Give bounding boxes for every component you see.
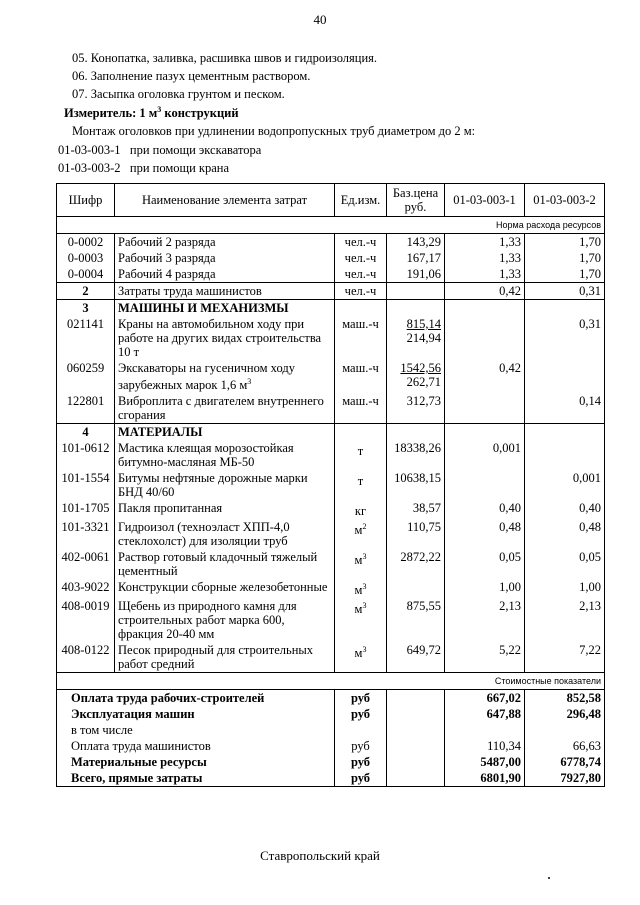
cell-unit: $м^3$ xyxy=(335,549,387,579)
cell-v1: 1,33 xyxy=(445,234,525,251)
summary-row xyxy=(57,770,605,787)
cell-v2: 0,001 xyxy=(525,470,605,500)
cell-name: Гидроизол (техноэласт ХПП-4,0 стеклохолст) для изоляции труб xyxy=(115,519,335,549)
cell-v1: 0,48 xyxy=(445,519,525,549)
cell-unit: $м^3$ xyxy=(335,642,387,673)
summary-v2: 66,63 xyxy=(525,738,605,754)
table-row xyxy=(57,598,605,642)
cell-price: 38,57 xyxy=(387,500,445,519)
cell-unit: чел.-ч xyxy=(335,234,387,251)
cell-code: 0-0002 xyxy=(57,234,115,251)
summary-unit: руб xyxy=(335,754,387,770)
header-col1: 01-03-003-1 xyxy=(445,184,525,217)
cell-v2: 1,70 xyxy=(525,266,605,283)
cell-price: 2872,22 xyxy=(387,549,445,579)
header-unit: Ед.изм. xyxy=(335,184,387,217)
cell-code: 060259 xyxy=(57,360,115,393)
cell-price: 110,75 xyxy=(387,519,445,549)
cell-code: 021141 xyxy=(57,316,115,360)
cell-v2: 2,13 xyxy=(525,598,605,642)
section-code: 4 xyxy=(57,424,115,441)
summary-unit: руб xyxy=(335,706,387,722)
cell-unit: маш.-ч xyxy=(335,393,387,424)
cell-v1: 0,40 xyxy=(445,500,525,519)
table-row xyxy=(57,316,605,360)
cost-label: Стоимостные показатели xyxy=(57,673,605,690)
summary-unit xyxy=(335,722,387,738)
cell-name: Экскаваторы на гусеничном ходу зарубежных марок 1,6 $м^3$ xyxy=(115,360,335,393)
cell-price: 312,73 xyxy=(387,393,445,424)
summary-name: Всего, прямые затраты xyxy=(57,770,335,787)
cell-v1: 0,42 xyxy=(445,283,525,300)
cell-unit: $м^2$ xyxy=(335,519,387,549)
cell-name: Щебень из природного камня для строительных работ марка 600, фракция 20-40 мм xyxy=(115,598,335,642)
cell-name: Мастика клеящая морозостойкая битумно-масляная МБ-50 xyxy=(115,440,335,470)
cell-v1: 0,42 xyxy=(445,360,525,393)
section-row xyxy=(57,424,605,441)
cell-v2 xyxy=(525,440,605,470)
summary-row xyxy=(57,706,605,722)
header-col2: 01-03-003-2 xyxy=(525,184,605,217)
cell-name: Песок природный для строительных работ средний xyxy=(115,642,335,673)
cell-price: 18338,26 xyxy=(387,440,445,470)
cell-name: Рабочий 3 разряда xyxy=(115,250,335,266)
summary-name: Оплата труда рабочих-строителей xyxy=(57,690,335,707)
cell-name: Битумы нефтяные дорожные марки БНД 40/60 xyxy=(115,470,335,500)
variant-code: 01-03-003-1 xyxy=(58,143,121,157)
norm-label: Норма расхода ресурсов xyxy=(57,217,605,234)
cell-code: 408-0019 xyxy=(57,598,115,642)
cell-v1 xyxy=(445,316,525,360)
cell-code: 122801 xyxy=(57,393,115,424)
cell-name: Рабочий 2 разряда xyxy=(115,234,335,251)
cell-code: 101-0612 xyxy=(57,440,115,470)
norm-label-row xyxy=(57,217,605,234)
cell-v2: 1,70 xyxy=(525,234,605,251)
variant-text: при помощи крана xyxy=(129,161,230,175)
cell-unit: чел.-ч xyxy=(335,250,387,266)
summary-v1: 110,34 xyxy=(445,738,525,754)
table-row xyxy=(57,519,605,549)
table-row xyxy=(57,360,605,393)
cell-v1: 1,00 xyxy=(445,579,525,598)
cell-code: 101-1705 xyxy=(57,500,115,519)
cell-v1: 0,001 xyxy=(445,440,525,470)
table-header-row xyxy=(57,184,605,217)
mount-title: Монтаж оголовков при удлинении водопропускных труб диаметром до 2 м: xyxy=(72,124,476,138)
cell-unit: кг xyxy=(335,500,387,519)
cell-v2: 7,22 xyxy=(525,642,605,673)
intro-line: 05. Конопатка, заливка, расшивка швов и гидроизоляция. xyxy=(72,51,378,65)
cell-name: Конструкции сборные железобетонные xyxy=(115,579,335,598)
summary-v2 xyxy=(525,722,605,738)
cell-name: Затраты труда машинистов xyxy=(115,283,335,300)
header-price: Баз.цена руб. xyxy=(387,184,445,217)
summary-v2: 296,48 xyxy=(525,706,605,722)
summary-row xyxy=(57,722,605,738)
cell-price: 815,14 214,94 xyxy=(387,316,445,360)
cell-code: 403-9022 xyxy=(57,579,115,598)
cell-v1: 1,33 xyxy=(445,266,525,283)
section-row xyxy=(57,300,605,317)
page-number: 40 xyxy=(313,12,327,27)
summary-v1: 667,02 xyxy=(445,690,525,707)
cell-code: 2 xyxy=(57,283,115,300)
cell-code: 408-0122 xyxy=(57,642,115,673)
table-row xyxy=(57,250,605,266)
cell-unit: чел.-ч xyxy=(335,283,387,300)
cell-price: 143,29 xyxy=(387,234,445,251)
cell-v1 xyxy=(445,393,525,424)
cell-unit: маш.-ч xyxy=(335,316,387,360)
cell-name: Рабочий 4 разряда xyxy=(115,266,335,283)
cell-v1 xyxy=(445,470,525,500)
cell-v2: 0,05 xyxy=(525,549,605,579)
cell-v1: 2,13 xyxy=(445,598,525,642)
table-row xyxy=(57,266,605,283)
cost-label-row xyxy=(57,673,605,690)
cell-price: 10638,15 xyxy=(387,470,445,500)
cell-price: 191,06 xyxy=(387,266,445,283)
table-row xyxy=(57,393,605,424)
cost-table xyxy=(56,183,605,787)
cell-v1: 5,22 xyxy=(445,642,525,673)
cell-v2 xyxy=(525,360,605,393)
cell-price xyxy=(387,579,445,598)
intro-line: 07. Засыпка оголовка грунтом и песком. xyxy=(72,87,285,101)
header-name: Наименование элемента затрат xyxy=(115,184,335,217)
cell-price: 1542,56 262,71 xyxy=(387,360,445,393)
measure-unit: Измеритель: 1 $м^3$ конструкций xyxy=(64,105,239,121)
summary-v1: 647,88 xyxy=(445,706,525,722)
variant-text: при помощи экскаватора xyxy=(129,143,262,157)
scan-speck xyxy=(548,877,550,879)
variant-line xyxy=(58,143,261,158)
table-row xyxy=(57,500,605,519)
table-row xyxy=(57,440,605,470)
summary-v1 xyxy=(445,722,525,738)
table-row xyxy=(57,283,605,300)
summary-name: в том числе xyxy=(57,722,335,738)
cell-code: 0-0003 xyxy=(57,250,115,266)
section-title: МАТЕРИАЛЫ xyxy=(115,424,335,441)
cell-price xyxy=(387,283,445,300)
cell-v2: 1,00 xyxy=(525,579,605,598)
cell-name: Виброплита с двигателем внутреннего сгорания xyxy=(115,393,335,424)
cell-v2: 0,31 xyxy=(525,316,605,360)
cell-unit: т xyxy=(335,470,387,500)
summary-v1: 5487,00 xyxy=(445,754,525,770)
cell-unit: т xyxy=(335,440,387,470)
table-row xyxy=(57,234,605,251)
cell-v2: 0,40 xyxy=(525,500,605,519)
summary-name: Эксплуатация машин xyxy=(57,706,335,722)
summary-name: Оплата труда машинистов xyxy=(57,738,335,754)
summary-unit: руб xyxy=(335,770,387,787)
summary-row xyxy=(57,690,605,707)
cell-v2: 0,48 xyxy=(525,519,605,549)
cell-v1: 0,05 xyxy=(445,549,525,579)
cell-code: 101-3321 xyxy=(57,519,115,549)
cell-price: 875,55 xyxy=(387,598,445,642)
variant-code: 01-03-003-2 xyxy=(58,161,121,175)
variant-line xyxy=(58,161,229,176)
table-row xyxy=(57,642,605,673)
cell-unit: $м^3$ xyxy=(335,598,387,642)
cell-code: 101-1554 xyxy=(57,470,115,500)
summary-name: Материальные ресурсы xyxy=(57,754,335,770)
cell-price: 649,72 xyxy=(387,642,445,673)
table-row xyxy=(57,470,605,500)
section-code: 3 xyxy=(57,300,115,317)
summary-v1: 6801,90 xyxy=(445,770,525,787)
cell-unit: $м^3$ xyxy=(335,579,387,598)
cell-v1: 1,33 xyxy=(445,250,525,266)
table-row xyxy=(57,579,605,598)
cell-name: Краны на автомобильном ходу при работе на других видах строительства 10 т xyxy=(115,316,335,360)
cell-code: 402-0061 xyxy=(57,549,115,579)
header-code: Шифр xyxy=(57,184,115,217)
cell-v2: 0,31 xyxy=(525,283,605,300)
table-row xyxy=(57,549,605,579)
footer-region: Ставропольский край xyxy=(260,848,380,863)
summary-v2: 852,58 xyxy=(525,690,605,707)
intro-line: 06. Заполнение пазух цементным раствором. xyxy=(72,69,311,83)
cell-code: 0-0004 xyxy=(57,266,115,283)
cell-name: Раствор готовый кладочный тяжелый цементный xyxy=(115,549,335,579)
summary-row xyxy=(57,738,605,754)
cell-v2: 0,14 xyxy=(525,393,605,424)
summary-row xyxy=(57,754,605,770)
cell-unit: маш.-ч xyxy=(335,360,387,393)
cell-unit: чел.-ч xyxy=(335,266,387,283)
cell-price: 167,17 xyxy=(387,250,445,266)
cell-name: Пакля пропитанная xyxy=(115,500,335,519)
summary-unit: руб xyxy=(335,690,387,707)
summary-v2: 6778,74 xyxy=(525,754,605,770)
cell-v2: 1,70 xyxy=(525,250,605,266)
summary-v2: 7927,80 xyxy=(525,770,605,787)
summary-unit: руб xyxy=(335,738,387,754)
section-title: МАШИНЫ И МЕХАНИЗМЫ xyxy=(115,300,335,317)
